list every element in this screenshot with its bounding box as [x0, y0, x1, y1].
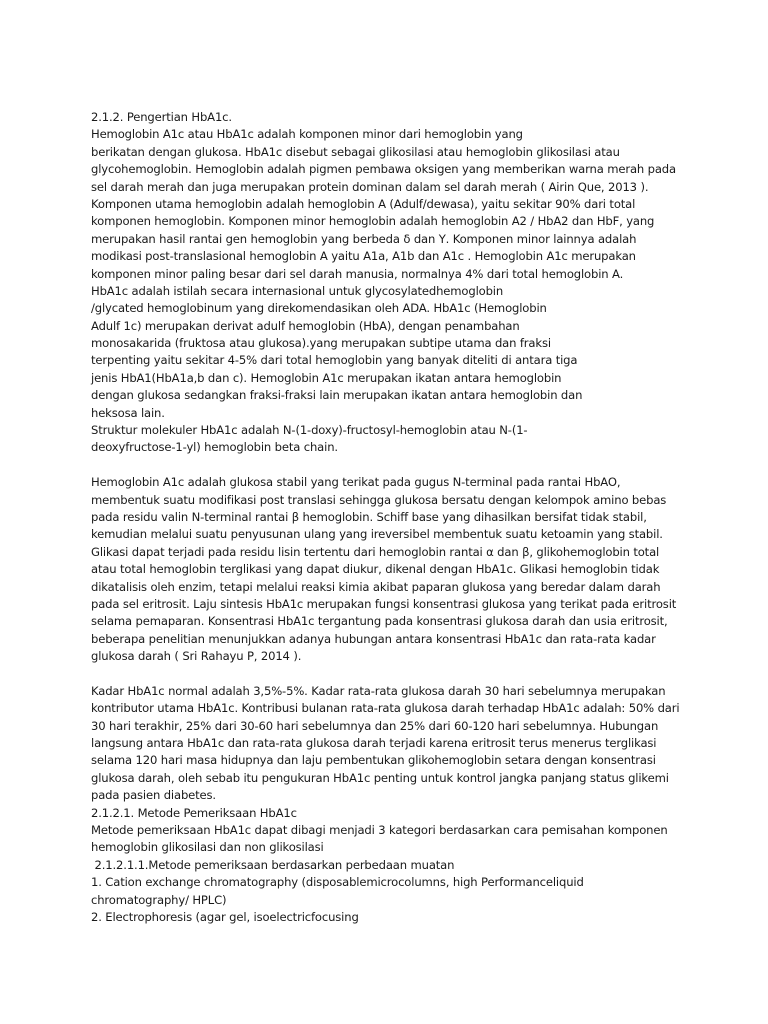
document-body [91, 109, 731, 926]
text-line: monosakarida (fruktosa atau glukosa).yang merupakan subtipe utama dan fraksi [91, 336, 551, 351]
text-line: berikatan dengan glukosa. HbA1c disebut sebagai glikosilasi atau hemoglobin glikosilasi atau [91, 144, 620, 159]
text-line: hemoglobin glikosilasi dan non glikosilasi [91, 840, 324, 855]
text-line: 2.1.2.1.1.Metode pemeriksaan berdasarkan perbedaan muatan [91, 857, 455, 872]
text-line: deoxyfructose-1-yl) hemoglobin beta chain. [91, 440, 338, 455]
text-line: 2. Electrophoresis (agar gel, isoelectricfocusing [91, 909, 359, 924]
text-line: membentuk suatu modifikasi post translasi sehingga glukosa bersatu dengan kelompok amino bebas [91, 492, 667, 507]
text-line: pada sel eritrosit. Laju sintesis HbA1c merupakan fungsi konsentrasi glukosa yang terikat pada eritrosit [91, 596, 677, 611]
text-line: selama 120 hari masa hidupnya dan laju pembentukan glikohemoglobin setara dengan konsentrasi [91, 753, 656, 768]
text-line: selama pemaparan. Konsentrasi HbA1c tergantung pada konsentrasi glukosa darah dan usia eritrosit, [91, 614, 668, 629]
text-line: merupakan hasil rantai gen hemoglobin yang berbeda δ dan Υ. Komponen minor lainnya adalah [91, 231, 637, 246]
text-line: modikasi post-translasional hemoglobin A yaitu A1a, A1b dan A1c . Hemoglobin A1c merupakan [91, 249, 636, 264]
text-line: Hemoglobin A1c atau HbA1c adalah komponen minor dari hemoglobin yang [91, 127, 523, 142]
text-line: jenis HbA1(HbA1a,b dan c). Hemoglobin A1c merupakan ikatan antara hemoglobin [91, 370, 562, 385]
text-line: dikatalisis oleh enzim, tetapi melalui reaksi kimia akibat paparan glukosa yang beredar dalam darah [91, 579, 661, 594]
text-line: pada pasien diabetes. [91, 788, 216, 803]
text-line: Glikasi dapat terjadi pada residu lisin tertentu dari hemoglobin rantai α dan β, glikohemoglobin total [91, 544, 660, 559]
text-line: Adulf 1c) merupakan derivat adulf hemoglobin (HbA), dengan penambahan [91, 318, 520, 333]
text-line: dengan glukosa sedangkan fraksi-fraksi lain merupakan ikatan antara hemoglobin dan [91, 388, 583, 403]
text-line: kontributor utama HbA1c. Kontribusi bulanan rata-rata glukosa darah terhadap HbA1c adalah: 50% dari [91, 701, 680, 716]
blank-line [91, 666, 731, 683]
text-line: glukosa darah ( Sri Rahayu P, 2014 ). [91, 649, 302, 664]
text-line: chromatography/ HPLC) [91, 892, 227, 907]
text-line: komponen hemoglobin. Komponen minor hemoglobin adalah hemoglobin A2 / HbA2 dan HbF, yang [91, 214, 655, 229]
text-line: terpenting yaitu sekitar 4-5% dari total hemoglobin yang banyak diteliti di antara tiga [91, 353, 578, 368]
text-line: Metode pemeriksaan HbA1c dapat dibagi menjadi 3 kategori berdasarkan cara pemisahan komponen [91, 823, 668, 838]
text-line: Komponen utama hemoglobin adalah hemoglobin A (Adulf/dewasa), yaitu sekitar 90% dari total [91, 196, 636, 211]
text-line: sel darah merah dan juga merupakan protein dominan dalam sel darah merah ( Airin Que, 2013 ). [91, 179, 649, 194]
text-line: kemudian melalui suatu penyusunan ulang yang ireversibel membentuk suatu ketoamin yang stabil. [91, 527, 663, 542]
text-line: 1. Cation exchange chromatography (disposablemicrocolumns, high Performanceliquid [91, 875, 584, 890]
text-line: Struktur molekuler HbA1c adalah N-(1-doxy)-fructosyl-hemoglobin atau N-(1- [91, 423, 528, 438]
text-line: pada residu valin N-terminal rantai β hemoglobin. Schiff base yang dihasilkan bersifat tidak stabil, [91, 509, 647, 524]
text-line: 2.1.2. Pengertian HbA1c. [91, 110, 232, 124]
text-line: HbA1c adalah istilah secara internasional untuk glycosylatedhemoglobin [91, 283, 504, 298]
text-line: /glycated hemoglobinum yang direkomendasikan oleh ADA. HbA1c (Hemoglobin [91, 301, 547, 316]
text-line: heksosa lain. [91, 405, 165, 420]
text-line: komponen minor paling besar dari sel darah manusia, normalnya 4% dari total hemoglobin A. [91, 266, 624, 281]
text-line: 30 hari terakhir, 25% dari 30-60 hari sebelumnya dan 25% dari 60-120 hari sebelumnya. Hubungan [91, 718, 659, 733]
text-line: Kadar HbA1c normal adalah 3,5%-5%. Kadar rata-rata glukosa darah 30 hari sebelumnya merupakan [91, 683, 666, 698]
text-line: Hemoglobin A1c adalah glukosa stabil yang terikat pada gugus N-terminal pada rantai HbAO, [91, 475, 621, 490]
blank-line [91, 457, 731, 474]
text-line: glycohemoglobin. Hemoglobin adalah pigmen pembawa oksigen yang memberikan warna merah pada [91, 162, 676, 177]
text-line: langsung antara HbA1c dan rata-rata glukosa darah terjadi karena eritrosit terus menerus terglikasi [91, 736, 657, 751]
text-line: 2.1.2.1. Metode Pemeriksaan HbA1c [91, 805, 297, 820]
text-line: atau total hemoglobin terglikasi yang dapat diukur, dikenal dengan HbA1c. Glikasi hemoglobin tidak [91, 562, 660, 577]
text-line: beberapa penelitian menunjukkan adanya hubungan antara konsentrasi HbA1c dan rata-rata kadar [91, 631, 656, 646]
text-line: glukosa darah, oleh sebab itu pengukuran HbA1c penting untuk kontrol jangka panjang status glikemi [91, 770, 669, 785]
